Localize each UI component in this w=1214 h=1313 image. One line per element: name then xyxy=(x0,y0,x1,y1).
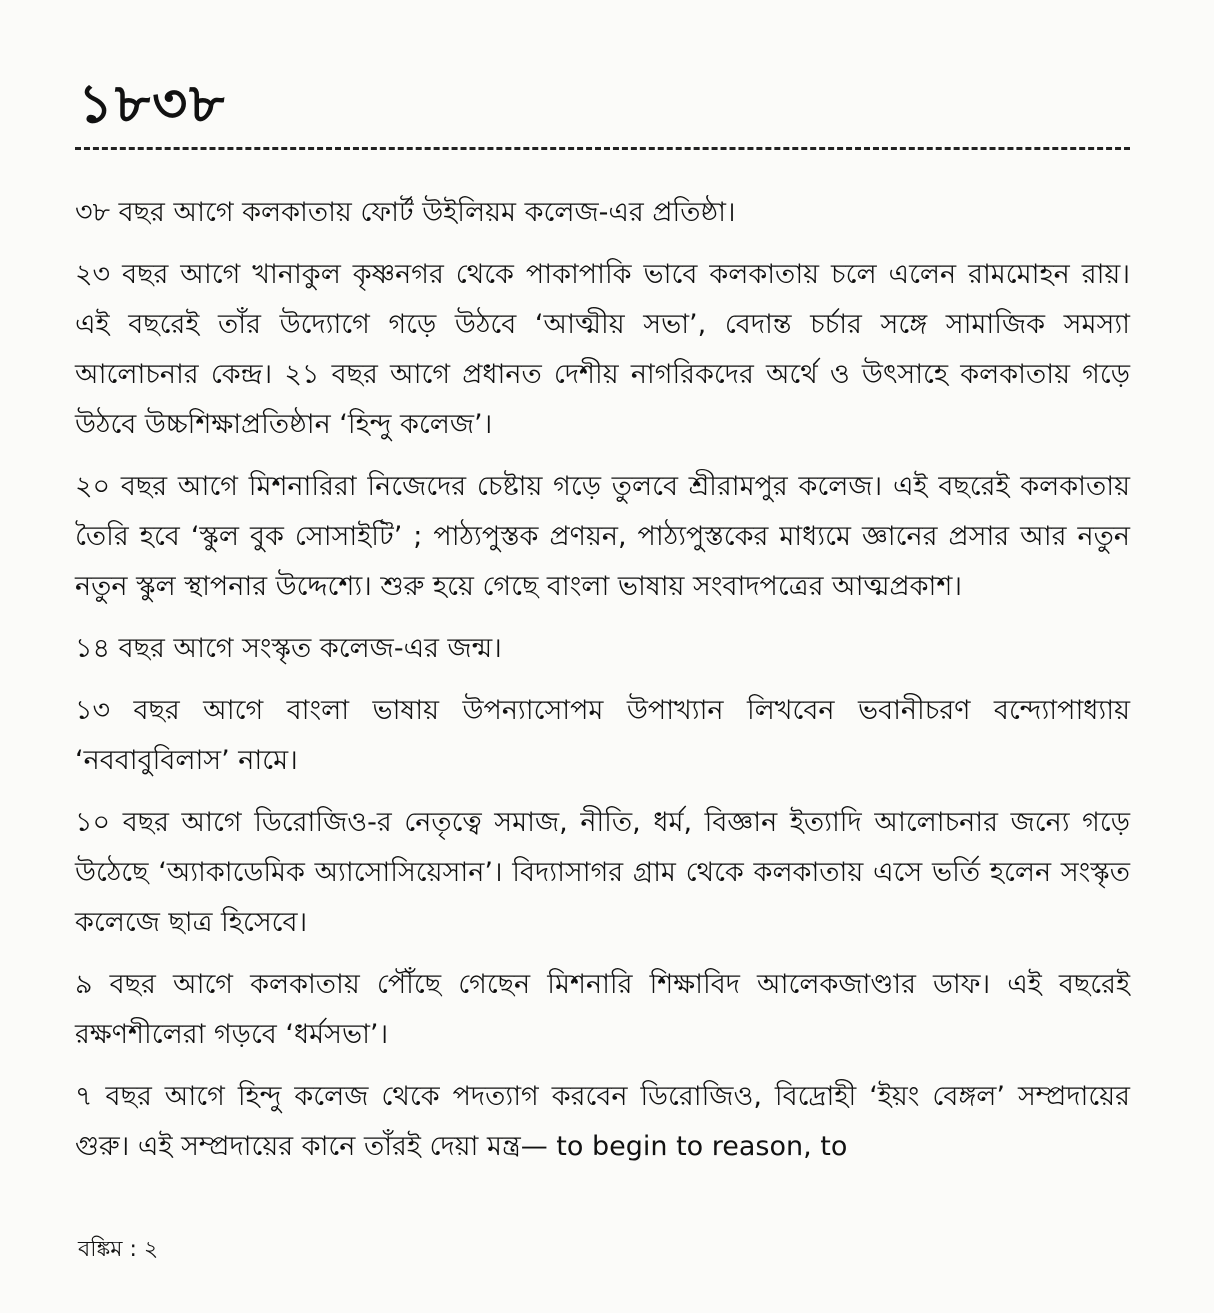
paragraph: ২০ বছর আগে মিশনারিরা নিজেদের চেষ্টায় গড়ে তুলবে শ্রীরামপুর কলেজ। এই বছরেই কলকাতায় তৈরি হবে ‘স্কুল বুক সোসাইটি’ ; পাঠ্যপুস্তক প্রণয়ন, পাঠ্যপুস্তকের মাধ্যমে জ্ঞানের প্রসার আর নতুন নতুন স্কুল স্থাপনার উদ্দেশ্যে। শুরু হয়ে গেছে বাংলা ভাষায় সংবাদপত্রের আত্মপ্রকাশ। xyxy=(75,471,1130,602)
paragraph: ৩৮ বছর আগে কলকাতায় ফোর্ট উইলিয়ম কলেজ-এর প্রতিষ্ঠা। xyxy=(75,197,736,228)
paragraph: ২৩ বছর আগে খানাকুল কৃষ্ণনগর থেকে পাকাপাকি ভাবে কলকাতায় চলে এলেন রামমোহন রায়। এই বছরেই তাঁর উদ্যোগে গড়ে উঠবে ‘আত্মীয় সভা’, বেদান্ত চর্চার সঙ্গে সামাজিক সমস্যা আলোচনার কেন্দ্র। ২১ বছর আগে প্রধানত দেশীয় নাগরিকদের অর্থে ও উৎসাহে কলকাতায় গড়ে উঠবে উচ্চশিক্ষাপ্রতিষ্ঠান ‘হিন্দু কলেজ’। xyxy=(75,259,1130,440)
paragraph: ১৩ বছর আগে বাংলা ভাষায় উপন্যাসোপম উপাখ্যান লিখবেন ভবানীচরণ বন্দ্যোপাধ্যায় ‘নববাবুবিলাস’ নামে। xyxy=(75,695,1130,776)
dashed-divider xyxy=(75,147,1130,150)
page-heading-year: ১৮৩৮ xyxy=(78,72,227,135)
paragraph: ১৪ বছর আগে সংস্কৃত কলেজ-এর জন্ম। xyxy=(75,633,502,664)
paragraph: ৭ বছর আগে হিন্দু কলেজ থেকে পদত্যাগ করবেন ডিরোজিও, বিদ্রোহী ‘ইয়ং বেঙ্গল’ সম্প্রদায়ের গুরু। এই সম্প্রদায়ের কানে তাঁরই দেয়া মন্ত্র— to begin to reason, to xyxy=(75,1081,1130,1162)
paragraph: ১০ বছর আগে ডিরোজিও-র নেতৃত্বে সমাজ, নীতি, ধর্ম, বিজ্ঞান ইত্যাদি আলোচনার জন্যে গড়ে উঠেছে ‘অ্যাকাডেমিক অ্যাসোসিয়েসান’। বিদ্যাসাগর গ্রাম থেকে কলকাতায় এসে ভর্তি হলেন সংস্কৃত কলেজে ছাত্র হিসেবে। xyxy=(75,807,1130,938)
page-footer: বঙ্কিম : ২ xyxy=(78,1237,159,1262)
page-body xyxy=(75,188,1130,1184)
paragraph: ৯ বছর আগে কলকাতায় পৌঁছে গেছেন মিশনারি শিক্ষাবিদ আলেকজাণ্ডার ডাফ। এই বছরেই রক্ষণশীলেরা গড়বে ‘ধর্মসভা’। xyxy=(75,969,1130,1050)
